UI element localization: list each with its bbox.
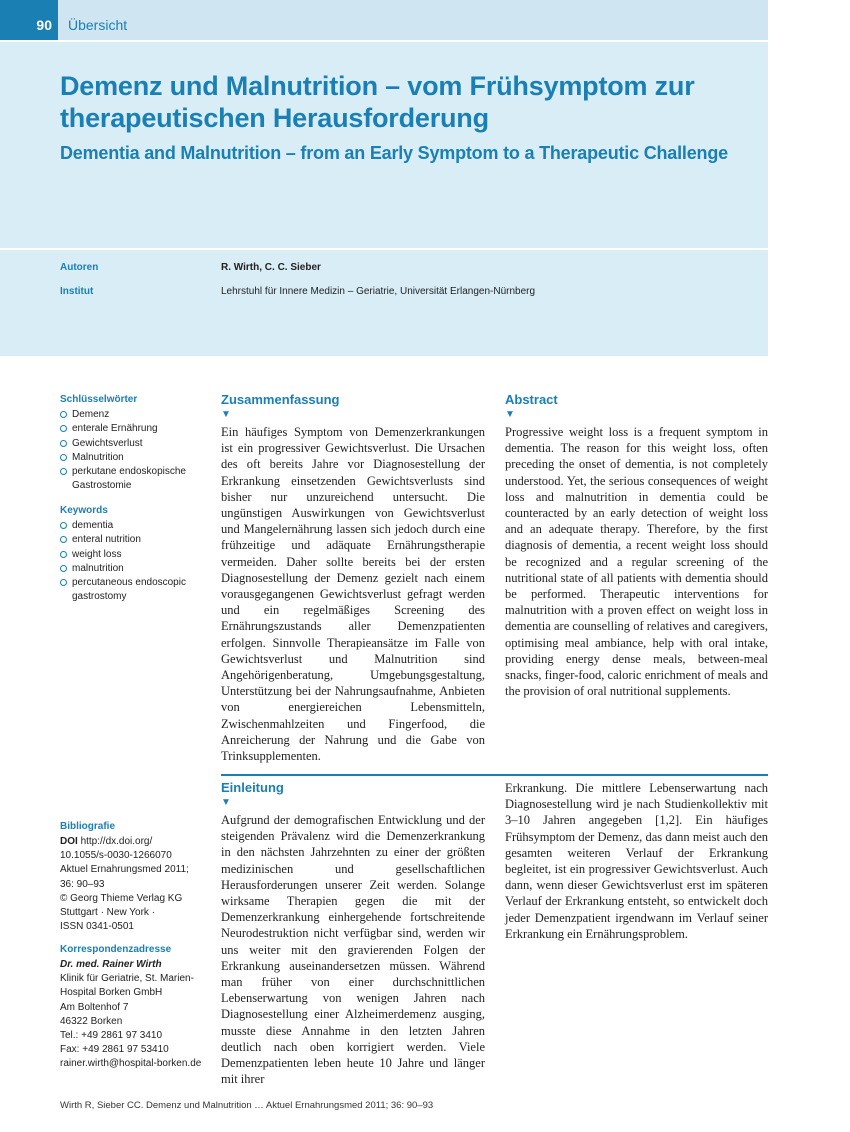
article-subtitle: Dementia and Malnutrition – from an Early Symptom to a Therapeutic Challenge: [60, 143, 728, 163]
keyword-text: enteral nutrition: [72, 534, 141, 546]
bullet-icon: [60, 551, 67, 558]
keyword-text: Gewichtsverlust: [72, 437, 143, 449]
address-line: Am Boltenhof 7: [60, 1001, 129, 1013]
bibliografie-block: [60, 835, 220, 934]
section-label: Übersicht: [68, 17, 128, 33]
triangle-down-icon: ▼: [221, 797, 231, 808]
keywords-en-list: [60, 519, 210, 605]
keyword-text: Malnutrition: [72, 451, 124, 463]
keyword-text: Demenz: [72, 409, 110, 420]
address-line: 46322 Borken: [60, 1015, 123, 1027]
bullet-icon: [60, 440, 67, 447]
bibliografie-heading: Bibliografie: [60, 821, 116, 832]
bibliografie-line: 36: 90–93: [60, 878, 105, 890]
keyword-item: [60, 408, 210, 422]
keyword-item: [60, 465, 210, 494]
keyword-item: [60, 437, 210, 451]
bibliografie-line: Stuttgart · New York ·: [60, 907, 156, 919]
einleitung-text-right: Erkrankung. Die mittlere Lebenserwartung nach Diagnosestellung wird je nach Studienkollektiv mit 3–10 Jahren angegeben [1,2]. Ein häufiges Frühsymptom der Demenz, das dann meist auch den gesamten weiteren Verlauf der Erkrankung begleitet, ist ein progressiver Gewichtsverlust. Auch dann, wenn dieser Gewichtsverlust erst im späteren Verlauf der Erkrankung entsteht, so entwickelt doch jeder Demenzpatient irgendwann im Verlauf seiner Erkrankung ein Ernährungsproblem.: [505, 781, 768, 941]
keywords-de-heading: Schlüsselwörter: [60, 394, 138, 405]
bibliografie-line: Aktuel Ernahrungsmed 2011;: [60, 864, 189, 876]
einleitung-heading: Einleitung: [221, 780, 284, 795]
keyword-item: [60, 451, 210, 465]
keyword-text: perkutane endoskopische Gastrostomie: [72, 466, 186, 492]
keyword-item: [60, 562, 210, 576]
bullet-icon: [60, 425, 67, 432]
einleitung-text-left: Aufgrund der demografischen Entwicklung und der steigenden Prävalenz wird die Demenzerkrankung in den nächsten Jahrzehnten zu einer der größten medizinischen und gesellschaftlichen Herausforderungen unserer Zeit werden. Solange wirksame Therapien gegen die mit der Demenzerkrankung einhergehende fortschreitende Neurodestruktion nicht verfügbar sind, werden wir uns weiter mit den gravierenden Folgen der Erkrankung auseinandersetzen müssen. Während man früher von einer durchschnittlichen Lebenserwartung von wenigen Jahren nach Diagnosestellung einer Alzheimerdemenz ausging, musste diese Annahme in den letzten Jahren deutlich nach oben korrigiert werden. Viele Demenzpatienten leben heute 10 Jahre und länger mit ihrer: [221, 813, 485, 1087]
correspondent-name: Dr. med. Rainer Wirth: [60, 959, 162, 970]
section-rule: [221, 774, 768, 776]
bullet-icon: [60, 565, 67, 572]
korrespondenz-block: [60, 958, 220, 1072]
keyword-item: [60, 576, 210, 605]
authors-value: R. Wirth, C. C. Sieber: [221, 262, 321, 273]
bullet-icon: [60, 454, 67, 461]
phone-line: Tel.: +49 2861 97 3410: [60, 1030, 163, 1042]
keywords-de-list: [60, 408, 210, 494]
bibliografie-line: © Georg Thieme Verlag KG: [60, 892, 183, 904]
address-line: Klinik für Geriatrie, St. Marien-: [60, 973, 194, 985]
bullet-icon: [60, 468, 67, 475]
institute-label: Institut: [60, 286, 94, 297]
doi-label: DOI: [60, 836, 78, 847]
abstract-text: Progressive weight loss is a frequent symptom in dementia. The reason for this weight loss, often preceding the onset of dementia, is not completely understood. Yet, the serious consequences of weight loss and malnutrition in dementia could be counteracted by an early detection of weight loss and an adequate therapy. Therefore, by the first diagnosis of dementia, a recent weight loss should be recognized and a regular screening of the nutritional state of all patients with dementia should be performed. Therapeutic interventions for malnutrition with a proven effect on weight loss in dementia are counselling of relatives and caregivers, optimising meal ambiance, help with oral intake, providing energy dense meals, between-meal snacks, finger-food, caloric enrichment of meals and the provision of oral nutritional supplements.: [505, 425, 768, 699]
institute-value: Lehrstuhl für Innere Medizin – Geriatrie, Universität Erlangen-Nürnberg: [221, 286, 536, 297]
page-number: 90: [0, 0, 58, 40]
doi-link[interactable]: http://dx.doi.org/: [80, 836, 153, 847]
address-line: Hospital Borken GmbH: [60, 987, 163, 999]
keyword-text: weight loss: [72, 548, 122, 560]
triangle-down-icon: ▼: [221, 409, 231, 420]
keywords-en-heading: Keywords: [60, 505, 108, 516]
abstract-heading: Abstract: [505, 392, 558, 407]
email-link[interactable]: rainer.wirth@hospital-borken.de: [60, 1058, 202, 1070]
keyword-text: percutaneous endoscopic gastrostomy: [72, 577, 186, 603]
bibliografie-line: ISSN 0341-0501: [60, 921, 134, 933]
zusammenfassung-text: Ein häufiges Symptom von Demenzerkrankungen ist ein progressiver Gewichtsverlust. Die Ursachen des oft bereits Jahre vor Diagnosestellung der Erkrankung einsetzenden Gewichtsverlusts sind bisher nur unzureichend untersucht. Die ungünstigen Auswirkungen von Gewichtsverlust und Mangelernährung lassen sich jedoch durch eine frühzeitige und adäquate Ernährungstherapie vermeiden. Daher sollte bereits bei der ersten Diagnosestellung der Demenz gezielt nach einem vorausgegangenen Gewichtsverlust gefragt werden und ein regelmäßiges Screening des Ernährungszustands aller Demenzpatienten erfolgen. Sinnvolle Therapieansätze im Falle von Gewichtsverlust und Malnutrition sind Angehörigenberatung, Umgebungsgestaltung, Unterstützung bei der Nahrungsaufnahme, Anbieten von energiereichen Lebensmitteln, Zwischenmahlzeiten und Fingerfood, die Anreicherung der Nahrung und die Gabe von Trinksupplementen.: [221, 425, 485, 764]
bullet-icon: [60, 536, 67, 543]
bullet-icon: [60, 579, 67, 586]
keyword-item: [60, 548, 210, 562]
authors-block: [0, 250, 768, 356]
keyword-text: malnutrition: [72, 562, 124, 574]
bullet-icon: [60, 522, 67, 529]
fax-line: Fax: +49 2861 97 53410: [60, 1044, 169, 1056]
bibliografie-doi-line: [60, 835, 220, 849]
bullet-icon: [60, 411, 67, 418]
authors-label: Autoren: [60, 262, 99, 273]
korrespondenz-heading: Korrespondenzadresse: [60, 944, 172, 955]
keyword-item: [60, 422, 210, 436]
triangle-down-icon: ▼: [505, 409, 515, 420]
article-title: Demenz und Malnutrition – vom Frühsymptom zur therapeutischen Herausforderung: [60, 71, 695, 133]
keyword-text: dementia: [72, 520, 114, 531]
page-footer: Wirth R, Sieber CC. Demenz und Malnutrition … Aktuel Ernahrungsmed 2011; 36: 90–93: [60, 1100, 434, 1111]
keyword-item: [60, 533, 210, 547]
zusammenfassung-heading: Zusammenfassung: [221, 392, 340, 407]
bibliografie-line: 10.1055/s-0030-1266070: [60, 850, 172, 862]
keyword-item: [60, 519, 210, 533]
keyword-text: enterale Ernährung: [72, 423, 158, 435]
